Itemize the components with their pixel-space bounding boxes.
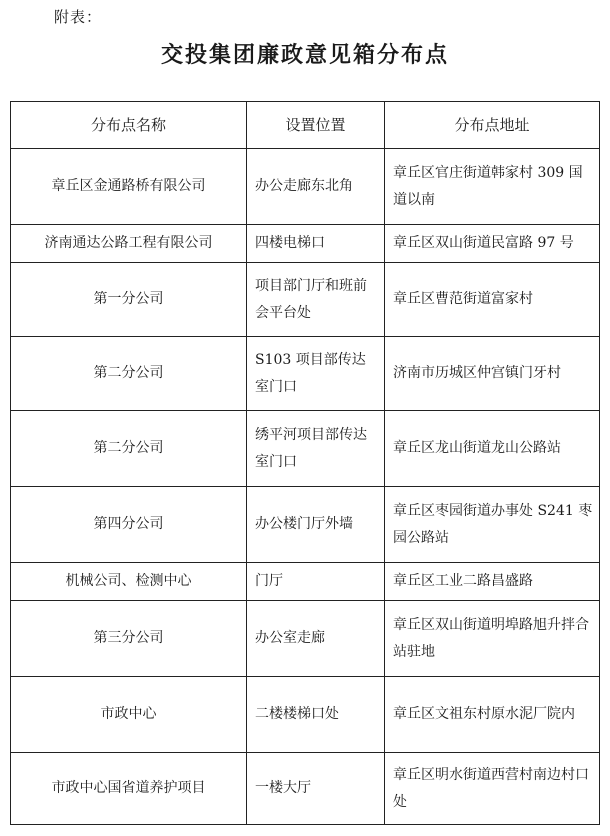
cell-location: 门厅 [247,563,385,601]
cell-location: 一楼大厅 [247,753,385,825]
table-header-row [11,102,600,149]
header-address: 分布点地址 [385,102,600,149]
cell-name: 第一分公司 [11,263,247,337]
table-row [11,677,600,753]
table-row [11,601,600,677]
cell-address: 章丘区文祖东村原水泥厂院内 [385,677,600,753]
cell-address: 章丘区明水街道西营村南边村口处 [385,753,600,825]
distribution-table [10,101,600,825]
cell-address: 章丘区龙山街道龙山公路站 [385,411,600,487]
cell-address: 章丘区枣园街道办事处 S241 枣园公路站 [385,487,600,563]
table-row [11,487,600,563]
cell-address: 章丘区曹范街道富家村 [385,263,600,337]
cell-address: 章丘区工业二路昌盛路 [385,563,600,601]
cell-location: 办公走廊东北角 [247,149,385,225]
cell-location: 办公楼门厅外墙 [247,487,385,563]
cell-location: 办公室走廊 [247,601,385,677]
attachment-label: 附表： [54,8,103,26]
cell-address: 章丘区双山街道民富路 97 号 [385,225,600,263]
cell-address: 章丘区双山街道明埠路旭升拌合站驻地 [385,601,600,677]
cell-location: 绣平河项目部传达室门口 [247,411,385,487]
cell-name: 市政中心 [11,677,247,753]
cell-name: 第二分公司 [11,337,247,411]
table-row [11,149,600,225]
table-row [11,411,600,487]
cell-location: 项目部门厅和班前会平台处 [247,263,385,337]
table-row [11,263,600,337]
document-title: 交投集团廉政意见箱分布点 [160,42,449,68]
cell-address: 济南市历城区仲宫镇门牙村 [385,337,600,411]
cell-name: 济南通达公路工程有限公司 [11,225,247,263]
cell-address: 章丘区官庄街道韩家村 309 国道以南 [385,149,600,225]
table-row [11,337,600,411]
cell-name: 市政中心国省道养护项目 [11,753,247,825]
header-location: 设置位置 [247,102,385,149]
table-row [11,563,600,601]
cell-location: 二楼楼梯口处 [247,677,385,753]
header-name: 分布点名称 [11,102,247,149]
table-row [11,753,600,825]
cell-name: 第四分公司 [11,487,247,563]
cell-name: 章丘区金通路桥有限公司 [11,149,247,225]
cell-name: 机械公司、检测中心 [11,563,247,601]
cell-location: S103 项目部传达室门口 [247,337,385,411]
cell-name: 第三分公司 [11,601,247,677]
cell-location: 四楼电梯口 [247,225,385,263]
cell-name: 第二分公司 [11,411,247,487]
table-row [11,225,600,263]
